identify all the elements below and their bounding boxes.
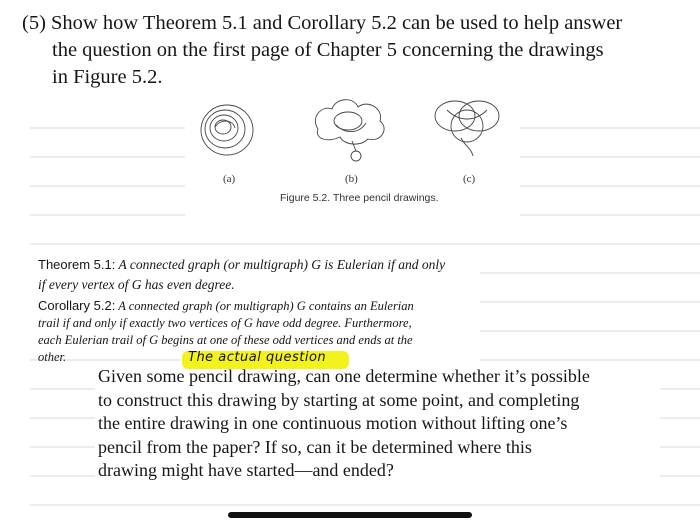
- pencil-drawings-illustration: [185, 88, 515, 173]
- theorem-text: if every vertex of G has even degree.: [38, 277, 235, 292]
- actual-question-text: [98, 365, 658, 483]
- corollary-text: trail if and only if exactly two vertices of G have odd degree. Furthermore,: [38, 316, 412, 330]
- drawing-b: [315, 100, 384, 161]
- given-line: Given some pencil drawing, can one determine whether it’s possible: [98, 366, 590, 386]
- corollary-text: each Eulerian trail of G begins at one of these odd vertices and ends at the: [38, 333, 413, 347]
- given-line: drawing might have started—and ended?: [98, 460, 394, 480]
- figure-label-a: (a): [223, 173, 236, 185]
- figure-caption: Figure 5.2. Three pencil drawings.: [280, 192, 439, 204]
- theorem-5-1: [38, 255, 478, 295]
- given-line: to construct this drawing by starting at some point, and completing: [98, 389, 580, 410]
- figure-label-b: (b): [345, 173, 358, 185]
- figure-5-2: [185, 88, 515, 208]
- drawing-c: [435, 101, 499, 156]
- question-line: in Figure 5.2.: [52, 66, 163, 88]
- corollary-heading: Corollary 5.2:: [38, 298, 116, 313]
- question-line: (5) Show how Theorem 5.1 and Corollary 5.2 can be used to help answer: [22, 12, 623, 34]
- drawing-a: [201, 105, 253, 155]
- question-line: the question on the first page of Chapter 5 concerning the drawings: [52, 39, 604, 61]
- question-text: [22, 10, 662, 91]
- handwritten-annotation: The actual question: [188, 350, 327, 365]
- theorem-heading: Theorem 5.1:: [38, 257, 116, 272]
- given-line: pencil from the paper? If so, can it be determined where this: [98, 436, 532, 457]
- corollary-text: A connected graph (or multigraph) G contains an Eulerian: [115, 299, 414, 313]
- given-line: the entire drawing in one continuous motion without lifting one’s: [98, 413, 568, 433]
- theorem-text: A connected graph (or multigraph) G is Eulerian if and only: [115, 257, 446, 272]
- home-indicator[interactable]: [228, 512, 472, 518]
- figure-label-c: (c): [463, 173, 476, 185]
- corollary-text: other.: [38, 350, 67, 364]
